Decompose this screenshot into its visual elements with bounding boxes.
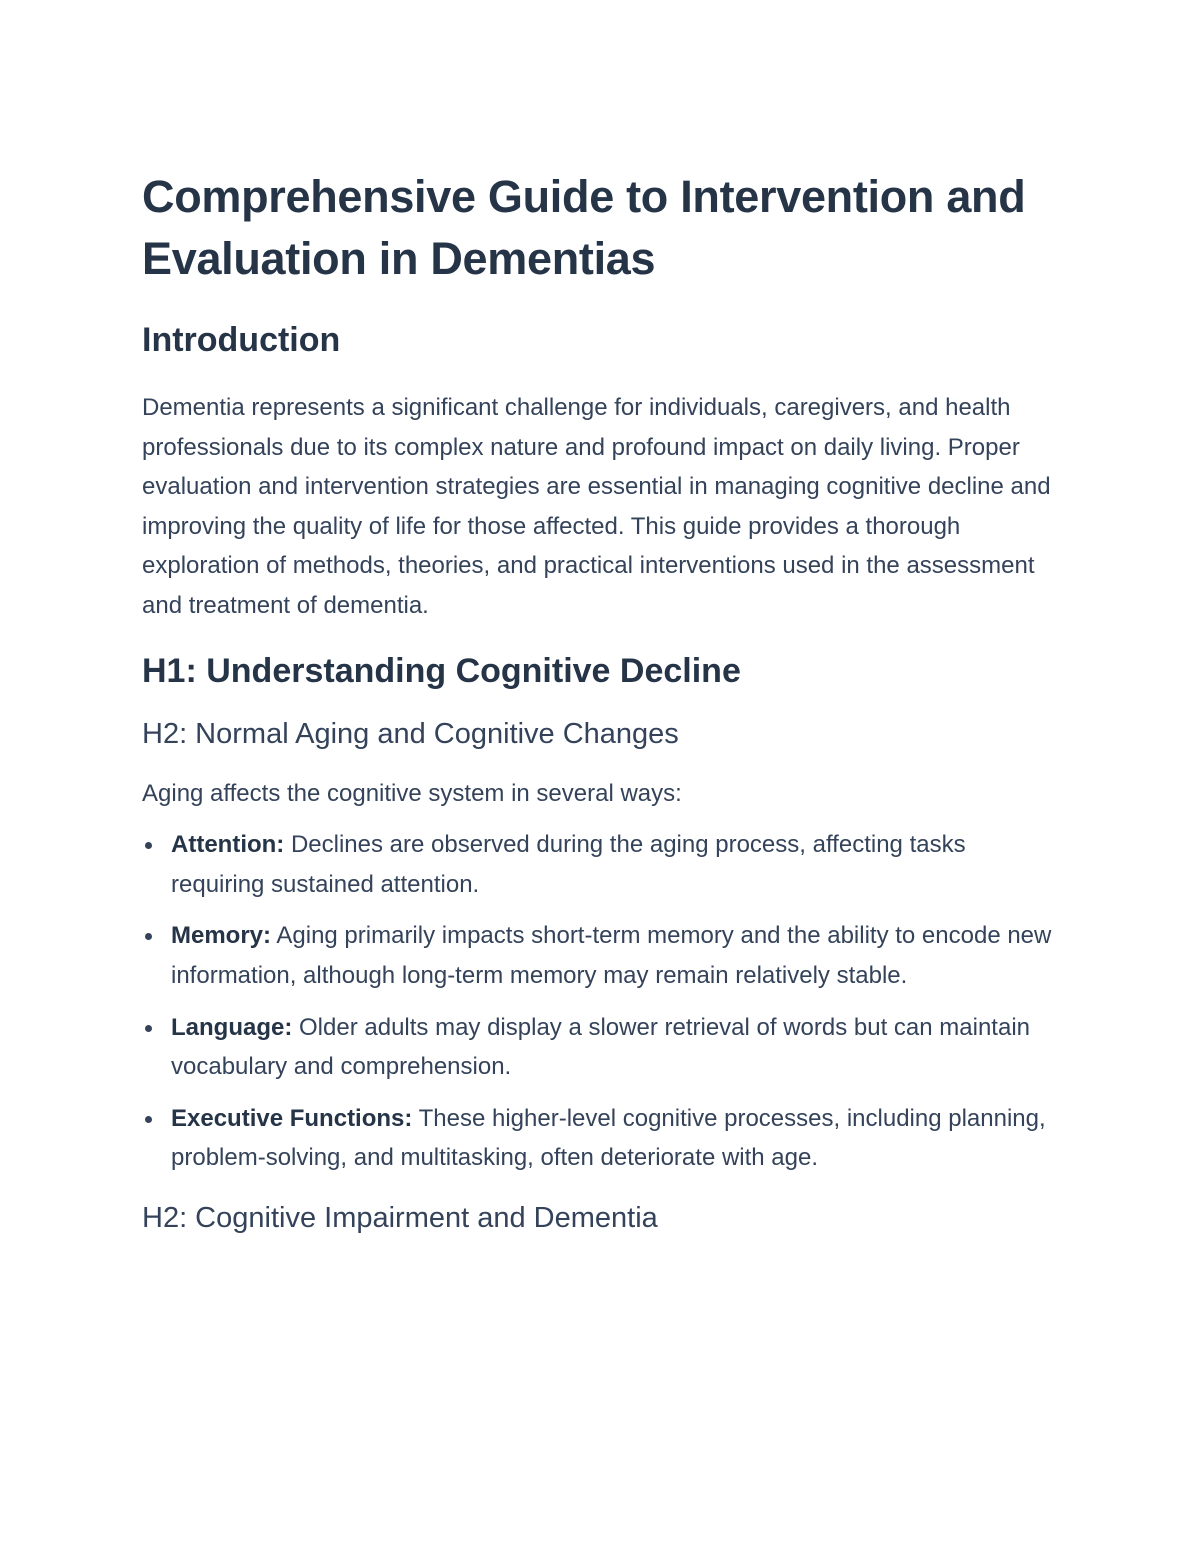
subsection-heading-normal-aging: H2: Normal Aging and Cognitive Changes	[142, 717, 679, 750]
list-item-term: Language:	[171, 1013, 293, 1041]
subsection-heading-cognitive-impairment: H2: Cognitive Impairment and Dementia	[142, 1201, 658, 1234]
bullet-icon	[145, 842, 152, 849]
list-item-executive-functions	[142, 1099, 1062, 1178]
document-page	[142, 166, 1062, 1238]
section-heading-cognitive-decline: H1: Understanding Cognitive Decline	[142, 651, 741, 690]
list-item-memory	[142, 916, 1062, 995]
subsection-lead-text: Aging affects the cognitive system in several ways:	[142, 779, 682, 807]
bullet-icon	[145, 933, 152, 940]
list-item-attention	[142, 825, 1062, 904]
cognitive-changes-list	[142, 825, 1062, 1178]
bullet-icon	[145, 1025, 152, 1032]
list-item-term: Attention:	[171, 831, 285, 859]
list-item-text: Older adults may display a slower retrieval of words but can maintain vocabulary and comprehension.	[171, 1013, 1031, 1081]
list-item-language	[142, 1008, 1062, 1087]
list-item-text: Declines are observed during the aging process, affecting tasks requiring sustained attention.	[171, 831, 966, 898]
bullet-icon	[145, 1116, 152, 1123]
introduction-paragraph: Dementia represents a significant challenge for individuals, caregivers, and health professionals due to its complex nature and profound impact on daily living. Proper evaluation and intervention strategies are essential in managing cognitive decline and improving the quality of life for those affected. This guide provides a thorough exploration of methods, theories, and practical interventions used in the assessment and treatment of dementia.	[142, 394, 1051, 619]
list-item-term: Executive Functions:	[171, 1104, 413, 1132]
list-item-text: These higher-level cognitive processes, including planning, problem-solving, and multitasking, often deteriorate with age.	[171, 1104, 1046, 1172]
list-item-text: Aging primarily impacts short-term memory and the ability to encode new information, although long-term memory may remain relatively stable.	[171, 922, 1052, 989]
list-item-term: Memory:	[171, 922, 272, 950]
introduction-heading: Introduction	[142, 321, 341, 359]
document-title: Comprehensive Guide to Intervention and Evaluation in Dementias	[142, 171, 1026, 284]
